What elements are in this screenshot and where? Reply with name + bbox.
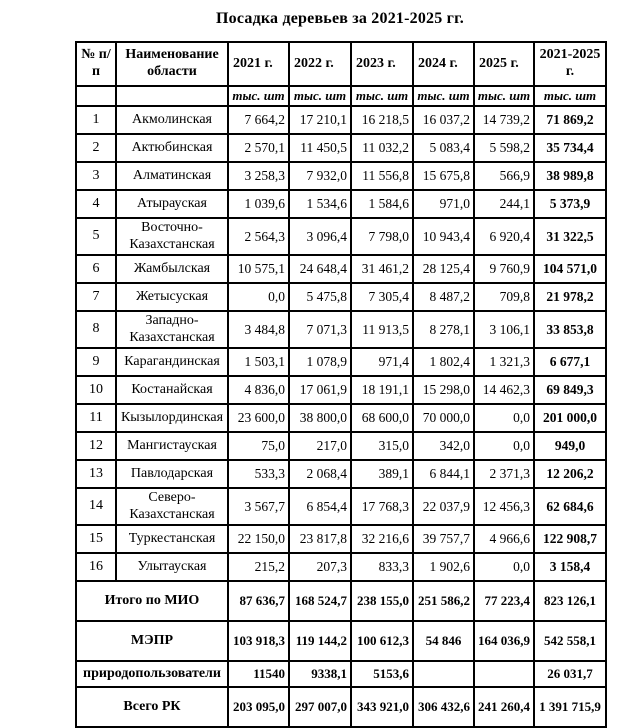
col-header-2024: 2024 г. (413, 42, 474, 86)
value-cell: 9 760,9 (474, 255, 534, 283)
row-number: 3 (76, 162, 116, 190)
summary-value-cell: 251 586,2 (413, 581, 474, 621)
value-cell: 244,1 (474, 190, 534, 218)
col-header-2021: 2021 г. (228, 42, 289, 86)
region-row (76, 311, 606, 348)
value-cell: 17 768,3 (351, 488, 413, 525)
value-cell: 2 068,4 (289, 460, 351, 488)
col-header-total: 2021-2025 г. (534, 42, 606, 86)
row-number: 2 (76, 134, 116, 162)
region-row (76, 376, 606, 404)
row-total-cell: 62 684,6 (534, 488, 606, 525)
row-total-cell: 33 853,8 (534, 311, 606, 348)
value-cell: 15 298,0 (413, 376, 474, 404)
document-content (75, 10, 605, 728)
value-cell: 11 913,5 (351, 311, 413, 348)
row-number: 4 (76, 190, 116, 218)
value-cell: 1 039,6 (228, 190, 289, 218)
value-cell: 0,0 (474, 404, 534, 432)
row-total-cell: 21 978,2 (534, 283, 606, 311)
value-cell: 5 598,2 (474, 134, 534, 162)
value-cell: 5 475,8 (289, 283, 351, 311)
summary-value-cell: 203 095,0 (228, 687, 289, 727)
value-cell: 0,0 (474, 553, 534, 581)
value-cell: 217,0 (289, 432, 351, 460)
region-row (76, 404, 606, 432)
summary-row (76, 581, 606, 621)
value-cell: 1 584,6 (351, 190, 413, 218)
value-cell: 3 484,8 (228, 311, 289, 348)
value-cell: 15 675,8 (413, 162, 474, 190)
summary-value-cell: 103 918,3 (228, 621, 289, 661)
region-name: Мангистауская (116, 432, 228, 460)
region-row (76, 460, 606, 488)
value-cell: 7 932,0 (289, 162, 351, 190)
value-cell: 10 943,4 (413, 218, 474, 255)
summary-value-cell: 87 636,7 (228, 581, 289, 621)
col-header-number: № п/п (76, 42, 116, 86)
units-cell: тыс. шт (474, 86, 534, 106)
value-cell: 17 061,9 (289, 376, 351, 404)
col-header-2023: 2023 г. (351, 42, 413, 86)
value-cell: 11 556,8 (351, 162, 413, 190)
summary-value-cell: 77 223,4 (474, 581, 534, 621)
value-cell: 7 798,0 (351, 218, 413, 255)
summary-value-cell: 306 432,6 (413, 687, 474, 727)
summary-value-cell: 54 846 (413, 621, 474, 661)
value-cell: 971,0 (413, 190, 474, 218)
value-cell: 31 461,2 (351, 255, 413, 283)
region-name: Карагандинская (116, 348, 228, 376)
row-total-cell: 3 158,4 (534, 553, 606, 581)
value-cell: 6 854,4 (289, 488, 351, 525)
region-row (76, 106, 606, 134)
row-total-cell: 12 206,2 (534, 460, 606, 488)
row-number: 13 (76, 460, 116, 488)
value-cell: 389,1 (351, 460, 413, 488)
summary-label: МЭПР (76, 621, 228, 661)
summary-label: Итого по МИО (76, 581, 228, 621)
value-cell: 1 078,9 (289, 348, 351, 376)
value-cell: 0,0 (228, 283, 289, 311)
summary-total-cell: 26 031,7 (534, 661, 606, 687)
row-number: 15 (76, 525, 116, 553)
col-header-region: Наименование области (116, 42, 228, 86)
row-total-cell: 38 989,8 (534, 162, 606, 190)
tree-planting-table (75, 41, 607, 728)
region-row (76, 255, 606, 283)
value-cell: 6 920,4 (474, 218, 534, 255)
summary-value-cell: 164 036,9 (474, 621, 534, 661)
row-total-cell: 71 869,2 (534, 106, 606, 134)
value-cell: 4 836,0 (228, 376, 289, 404)
value-cell: 3 567,7 (228, 488, 289, 525)
value-cell: 8 278,1 (413, 311, 474, 348)
region-name: Акмолинская (116, 106, 228, 134)
region-row (76, 190, 606, 218)
value-cell: 971,4 (351, 348, 413, 376)
row-number: 5 (76, 218, 116, 255)
value-cell: 18 191,1 (351, 376, 413, 404)
summary-row (76, 661, 606, 687)
value-cell: 6 844,1 (413, 460, 474, 488)
value-cell: 14 462,3 (474, 376, 534, 404)
region-row (76, 432, 606, 460)
row-total-cell: 35 734,4 (534, 134, 606, 162)
value-cell: 17 210,1 (289, 106, 351, 134)
row-number: 6 (76, 255, 116, 283)
row-total-cell: 31 322,5 (534, 218, 606, 255)
value-cell: 38 800,0 (289, 404, 351, 432)
row-number: 14 (76, 488, 116, 525)
value-cell: 1 503,1 (228, 348, 289, 376)
units-cell: тыс. шт (228, 86, 289, 106)
summary-value-cell (474, 661, 534, 687)
value-cell: 12 456,3 (474, 488, 534, 525)
value-cell: 70 000,0 (413, 404, 474, 432)
value-cell: 1 321,3 (474, 348, 534, 376)
value-cell: 2 570,1 (228, 134, 289, 162)
summary-row (76, 687, 606, 727)
units-cell: тыс. шт (413, 86, 474, 106)
col-header-2022: 2022 г. (289, 42, 351, 86)
value-cell: 68 600,0 (351, 404, 413, 432)
value-cell: 11 450,5 (289, 134, 351, 162)
row-number: 16 (76, 553, 116, 581)
value-cell: 5 083,4 (413, 134, 474, 162)
value-cell: 2 371,3 (474, 460, 534, 488)
summary-total-cell: 542 558,1 (534, 621, 606, 661)
value-cell: 566,9 (474, 162, 534, 190)
value-cell: 215,2 (228, 553, 289, 581)
row-number: 1 (76, 106, 116, 134)
summary-value-cell: 100 612,3 (351, 621, 413, 661)
units-row (76, 86, 606, 106)
row-total-cell: 5 373,9 (534, 190, 606, 218)
region-name: Актюбинская (116, 134, 228, 162)
region-name: Восточно-Казахстанская (116, 218, 228, 255)
region-name: Кызылординская (116, 404, 228, 432)
region-name: Северо-Казахстанская (116, 488, 228, 525)
region-row (76, 283, 606, 311)
row-number: 10 (76, 376, 116, 404)
row-total-cell: 104 571,0 (534, 255, 606, 283)
value-cell: 32 216,6 (351, 525, 413, 553)
region-row (76, 525, 606, 553)
row-number: 12 (76, 432, 116, 460)
region-name: Алматинская (116, 162, 228, 190)
units-cell: тыс. шт (289, 86, 351, 106)
units-cell: тыс. шт (534, 86, 606, 106)
units-cell-empty (76, 86, 116, 106)
table-title: Посадка деревьев за 2021-2025 гг. (216, 10, 464, 27)
region-row (76, 162, 606, 190)
value-cell: 1 534,6 (289, 190, 351, 218)
row-total-cell: 201 000,0 (534, 404, 606, 432)
row-total-cell: 949,0 (534, 432, 606, 460)
value-cell: 16 037,2 (413, 106, 474, 134)
summary-value-cell: 5153,6 (351, 661, 413, 687)
value-cell: 7 305,4 (351, 283, 413, 311)
value-cell: 39 757,7 (413, 525, 474, 553)
value-cell: 8 487,2 (413, 283, 474, 311)
value-cell: 24 648,4 (289, 255, 351, 283)
value-cell: 7 664,2 (228, 106, 289, 134)
value-cell: 22 150,0 (228, 525, 289, 553)
value-cell: 709,8 (474, 283, 534, 311)
value-cell: 23 817,8 (289, 525, 351, 553)
region-name: Жамбылская (116, 255, 228, 283)
row-number: 11 (76, 404, 116, 432)
region-row (76, 348, 606, 376)
value-cell: 10 575,1 (228, 255, 289, 283)
summary-value-cell (413, 661, 474, 687)
col-header-2025: 2025 г. (474, 42, 534, 86)
summary-row (76, 621, 606, 661)
value-cell: 533,3 (228, 460, 289, 488)
row-total-cell: 69 849,3 (534, 376, 606, 404)
value-cell: 1 802,4 (413, 348, 474, 376)
region-name: Жетысуская (116, 283, 228, 311)
region-name: Западно-Казахстанская (116, 311, 228, 348)
region-row (76, 218, 606, 255)
value-cell: 833,3 (351, 553, 413, 581)
summary-total-cell: 823 126,1 (534, 581, 606, 621)
summary-value-cell: 238 155,0 (351, 581, 413, 621)
summary-value-cell: 297 007,0 (289, 687, 351, 727)
region-name: Улытауская (116, 553, 228, 581)
region-name: Атырауская (116, 190, 228, 218)
units-cell-empty (116, 86, 228, 106)
value-cell: 315,0 (351, 432, 413, 460)
value-cell: 1 902,6 (413, 553, 474, 581)
summary-value-cell: 343 921,0 (351, 687, 413, 727)
summary-label: Всего РК (76, 687, 228, 727)
row-total-cell: 6 677,1 (534, 348, 606, 376)
value-cell: 16 218,5 (351, 106, 413, 134)
value-cell: 3 096,4 (289, 218, 351, 255)
region-row (76, 553, 606, 581)
row-number: 7 (76, 283, 116, 311)
summary-value-cell: 9338,1 (289, 661, 351, 687)
summary-value-cell: 241 260,4 (474, 687, 534, 727)
value-cell: 207,3 (289, 553, 351, 581)
value-cell: 14 739,2 (474, 106, 534, 134)
summary-value-cell: 11540 (228, 661, 289, 687)
region-name: Костанайская (116, 376, 228, 404)
row-total-cell: 122 908,7 (534, 525, 606, 553)
summary-value-cell: 168 524,7 (289, 581, 351, 621)
summary-total-cell: 1 391 715,9 (534, 687, 606, 727)
value-cell: 342,0 (413, 432, 474, 460)
region-row (76, 488, 606, 525)
value-cell: 3 106,1 (474, 311, 534, 348)
value-cell: 2 564,3 (228, 218, 289, 255)
value-cell: 22 037,9 (413, 488, 474, 525)
header-row (76, 42, 606, 86)
value-cell: 23 600,0 (228, 404, 289, 432)
region-name: Туркестанская (116, 525, 228, 553)
summary-value-cell: 119 144,2 (289, 621, 351, 661)
value-cell: 28 125,4 (413, 255, 474, 283)
value-cell: 4 966,6 (474, 525, 534, 553)
summary-label: природопользователи (76, 661, 228, 687)
value-cell: 7 071,3 (289, 311, 351, 348)
value-cell: 75,0 (228, 432, 289, 460)
row-number: 9 (76, 348, 116, 376)
value-cell: 3 258,3 (228, 162, 289, 190)
row-number: 8 (76, 311, 116, 348)
value-cell: 11 032,2 (351, 134, 413, 162)
region-name: Павлодарская (116, 460, 228, 488)
units-cell: тыс. шт (351, 86, 413, 106)
region-row (76, 134, 606, 162)
value-cell: 0,0 (474, 432, 534, 460)
